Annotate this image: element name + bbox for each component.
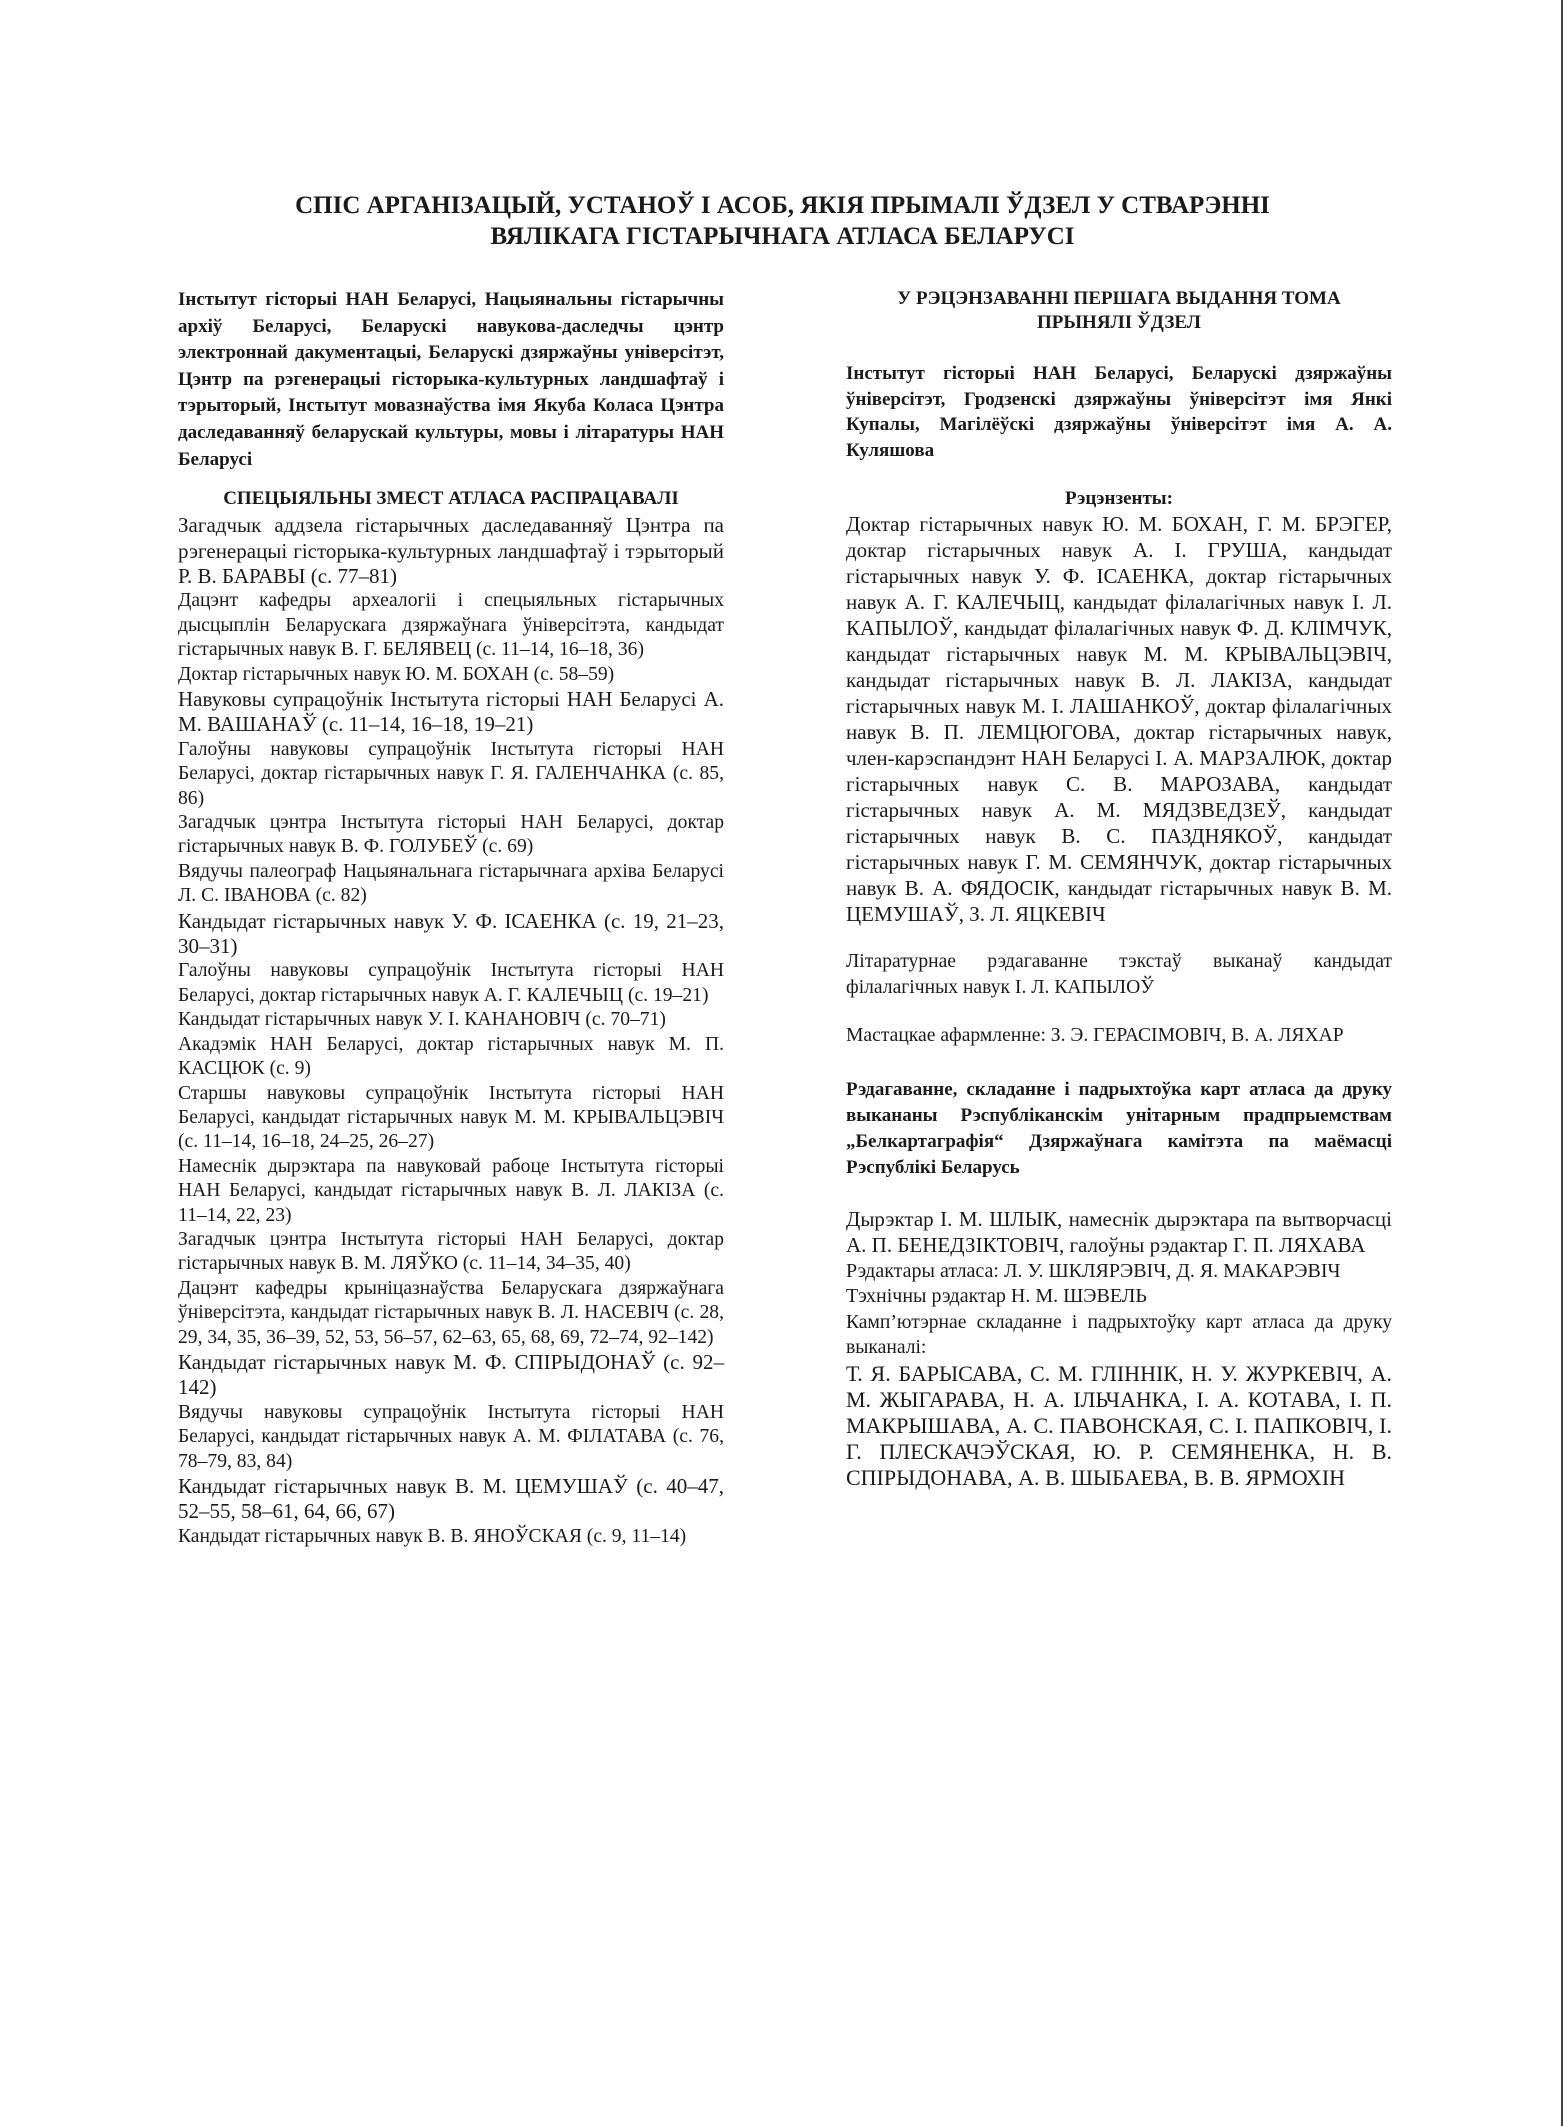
contributor-entry: Кандыдат гістарычных навук У. І. КАНАНОВІЧ (с. 70–71) xyxy=(178,1009,666,1031)
contributor-entry: Навуковы супрацоўнік Інстытута гісторыі НАН Беларусі А. М. ВАШАНАЎ (с. 11–14, 16–18, 19–21) xyxy=(178,687,724,737)
organizations-list: Інстытут гісторыі НАН Беларусі, Нацыянальны гістарычны архіў Беларусі, Беларускі навукова-даследчы цэнтр электроннай дакументацыі, Беларускі дзяржаўны універсітэт, Цэнтр па рэгенерацыі гісторыка-культурных ландшафтаў і тэрыторый, Інстытут мовазнаўства імя Якуба Коласа Цэнтра даследаванняў беларускай культуры, мовы і літаратуры НАН Беларусі xyxy=(178,289,724,470)
director-line: Дырэктар І. М. ШЛЫК, намеснік дырэктара па вытворчасці А. П. БЕНЕДЗІКТОВІЧ, галоўны рэдактар Г. П. ЛЯХАВА xyxy=(846,1207,1392,1257)
contributor-entry: Вядучы навуковы супрацоўнік Інстытута гісторыі НАН Беларусі, кандыдат гістарычных навук А. М. ФІЛАТАВА (с. 76, 78–79, 83, 84) xyxy=(178,1401,724,1472)
cartography-organization: Рэдагаванне, складанне і падрыхтоўка карт атласа да друку выкананы Рэспубліканскім унітарным прадпрыемствам „Белкартаграфія“ Дзяржаўнага камітэта па маёмасці Рэспублікі Беларусь xyxy=(846,1079,1392,1179)
reviewers-heading: Рэцэнзенты: xyxy=(1065,488,1173,510)
left-column xyxy=(178,287,724,1549)
contributor-entry: Акадэмік НАН Беларусі, доктар гістарычных навук М. П. КАСЦЮК (с. 9) xyxy=(178,1033,724,1080)
contributor-entry: Загадчык цэнтра Інстытута гісторыі НАН Беларусі, доктар гістарычных навук В. Ф. ГОЛУБЕЎ (с. 69) xyxy=(178,812,724,858)
contributor-entry: Дацэнт кафедры археалогіі і спецыяльных гістарычных дысцыплін Беларускага дзяржаўнага ўніверсітэта, кандыдат гістарычных навук В. Г. БЕЛЯВЕЦ (с. 11–14, 16–18, 36) xyxy=(178,590,724,661)
contributor-entry: Намеснік дырэктара па навуковай рабоце Інстытута гісторыі НАН Беларусі, кандыдат гістарычных навук В. Л. ЛАКІЗА (с. 11–14, 22, 23) xyxy=(178,1155,724,1226)
computer-preparation-names: Т. Я. БАРЫСАВА, С. М. ГЛІННІК, Н. У. ЖУРКЕВІЧ, А. М. ЖЫГАРАВА, Н. А. ІЛЬЧАНКА, І. А. КОТАВА, І. П. МАКРЫШАВА, А. С. ПАВОНСКАЯ, С. І. ПАПКОВІЧ, І. Г. ПЛЕСКАЧЭЎСКАЯ, Ю. Р. СЕМЯНЕНКА, Н. В. СПІРЫДОНАВА, А. В. ШЫБАЕВА, В. В. ЯРМОХІН xyxy=(846,1360,1392,1490)
contributor-entry: Дацэнт кафедры крыніцазнаўства Беларускага дзяржаўнага ўніверсітэта, кандыдат гістарычных навук В. Л. НАСЕВІЧ (с. 28, 29, 34, 35, 36–39, 52, 53, 56–57, 62–63, 65, 68, 69, 72–74, 92–142) xyxy=(178,1277,724,1348)
art-design: Мастацкае афармленне: З. Э. ГЕРАСІМОВІЧ, В. А. ЛЯХАР xyxy=(846,1025,1344,1047)
contributor-entry: Загадчык цэнтра Інстытута гісторыі НАН Беларусі, доктар гістарычных навук В. М. ЛЯЎКО (с. 11–14, 34–35, 40) xyxy=(178,1228,724,1275)
reviewers-list: Доктар гістарычных навук Ю. М. БОХАН, Г. М. БРЭГЕР, доктар гістарычных навук А. І. ГРУША, кандыдат гістарычных навук У. Ф. ІСАЕНКА, доктар гістарычных навук А. Г. КАЛЕЧЫЦ, кандыдат філалагічных навук І. Л. КАПЫЛОЎ, кандыдат філалагічных навук Ф. Д. КЛІМЧУК, кандыдат гістарычных навук М. М. КРЫВАЛЬЦЭВІЧ, кандыдат гістарычных навук В. Л. ЛАКІЗА, кандыдат гістарычных навук М. І. ЛАШАНКОЎ, доктар філалагічных навук В. П. ЛЕМЦЮГОВА, доктар гістарычных навук, член-карэспандэнт НАН Беларусі І. А. МАРЗАЛЮК, доктар гістарычных навук С. В. МАРОЗАВА, кандыдат гістарычных навук А. М. МЯДЗВЕДЗЕЎ, кандыдат гістарычных навук В. С. ПАЗДНЯКОЎ, кандыдат гістарычных навук Г. М. СЕМЯНЧУК, доктар гістарычных навук В. А. ФЯДОСІК, кандыдат гістарычных навук В. М. ЦЕМУШАЎ, З. Л. ЯЦКЕВІЧ xyxy=(846,512,1392,927)
review-heading-line-1: У РЭЦЭНЗАВАННІ ПЕРШАГА ВЫДАННЯ ТОМА xyxy=(897,288,1341,309)
review-organizations: Інстытут гісторыі НАН Беларусі, Беларускі дзяржаўны ўніверсітэт, Гродзенскі дзяржаўны ўніверсітэт імя Янкі Купалы, Магілёўскі дзяржаўны ўніверсітэт імя А. А. Куляшова xyxy=(846,363,1392,461)
title-line-2: ВЯЛІКАГА ГІСТАРЫЧНАГА АТЛАСА БЕЛАРУСІ xyxy=(490,223,1075,250)
title-line-1: СПІС АРГАНІЗАЦЫЙ, УСТАНОЎ І АСОБ, ЯКІЯ ПРЫМАЛІ ЎДЗЕЛ У СТВАРЭННІ xyxy=(295,192,1270,219)
contributor-entry: Загадчык аддзела гістарычных даследаванняў Цэнтра па рэгенерацыі гісторыка-культурных ландшафтаў і тэрыторый Р. В. БАРАВЫ (с. 77–81) xyxy=(178,513,724,588)
contributor-entry: Кандыдат гістарычных навук В. В. ЯНОЎСКАЯ (с. 9, 11–14) xyxy=(178,1525,687,1547)
contributor-entry: Кандыдат гістарычных навук М. Ф. СПІРЫДОНАЎ (с. 92–142) xyxy=(178,1349,724,1400)
contributor-entry: Старшы навуковы супрацоўнік Інстытута гісторыі НАН Беларусі, кандыдат гістарычных навук М. М. КРЫВАЛЬЦЭВІЧ (с. 11–14, 16–18, 24–25, 26–27) xyxy=(178,1082,724,1153)
contributor-entry: Галоўны навуковы супрацоўнік Інстытута гісторыі НАН Беларусі, доктар гістарычных навук А. Г. КАЛЕЧЫЦ (с. 19–21) xyxy=(178,960,724,1006)
contributor-entry: Кандыдат гістарычных навук В. М. ЦЕМУШАЎ (с. 40–47, 52–55, 58–61, 64, 66, 67) xyxy=(178,1474,724,1524)
technical-editor: Тэхнічны рэдактар Н. М. ШЭВЕЛЬ xyxy=(846,1285,1147,1308)
page-edge-line xyxy=(1561,0,1563,2126)
contributor-entry: Доктар гістарычных навук Ю. М. БОХАН (с. 58–59) xyxy=(178,663,615,685)
atlas-editors: Рэдактары атласа: Л. У. ШКЛЯРЭВІЧ, Д. Я. МАКАРЭВІЧ xyxy=(846,1259,1341,1282)
contributor-entry: Галоўны навуковы супрацоўнік Інстытута гісторыі НАН Беларусі, доктар гістарычных навук Г. Я. ГАЛЕНЧАНКА (с. 85, 86) xyxy=(178,738,724,809)
literary-editing: Літаратурнае рэдагаванне тэкстаў выканаў кандыдат філалагічных навук І. Л. КАПЫЛОЎ xyxy=(846,951,1392,999)
review-heading-line-2: ПРЫНЯЛІ ЎДЗЕЛ xyxy=(1037,312,1201,333)
contributors-list xyxy=(178,513,724,1549)
right-column xyxy=(846,287,1392,1491)
special-content-heading: СПЕЦЫЯЛЬНЫ ЗМЕСТ АТЛАСА РАСПРАЦАВАЛІ xyxy=(223,488,679,510)
computer-preparation: Камп’ютэрнае складанне і падрыхтоўку карт атласа да друку выканалі: xyxy=(846,1311,1392,1359)
contributor-entry: Кандыдат гістарычных навук У. Ф. ІСАЕНКА (с. 19, 21–23, 30–31) xyxy=(178,908,724,959)
review-heading xyxy=(846,287,1392,335)
page-title xyxy=(150,190,1415,252)
contributor-entry: Вядучы палеограф Нацыянальнага гістарычнага архіва Беларусі Л. С. ІВАНОВА (с. 82) xyxy=(178,860,724,907)
